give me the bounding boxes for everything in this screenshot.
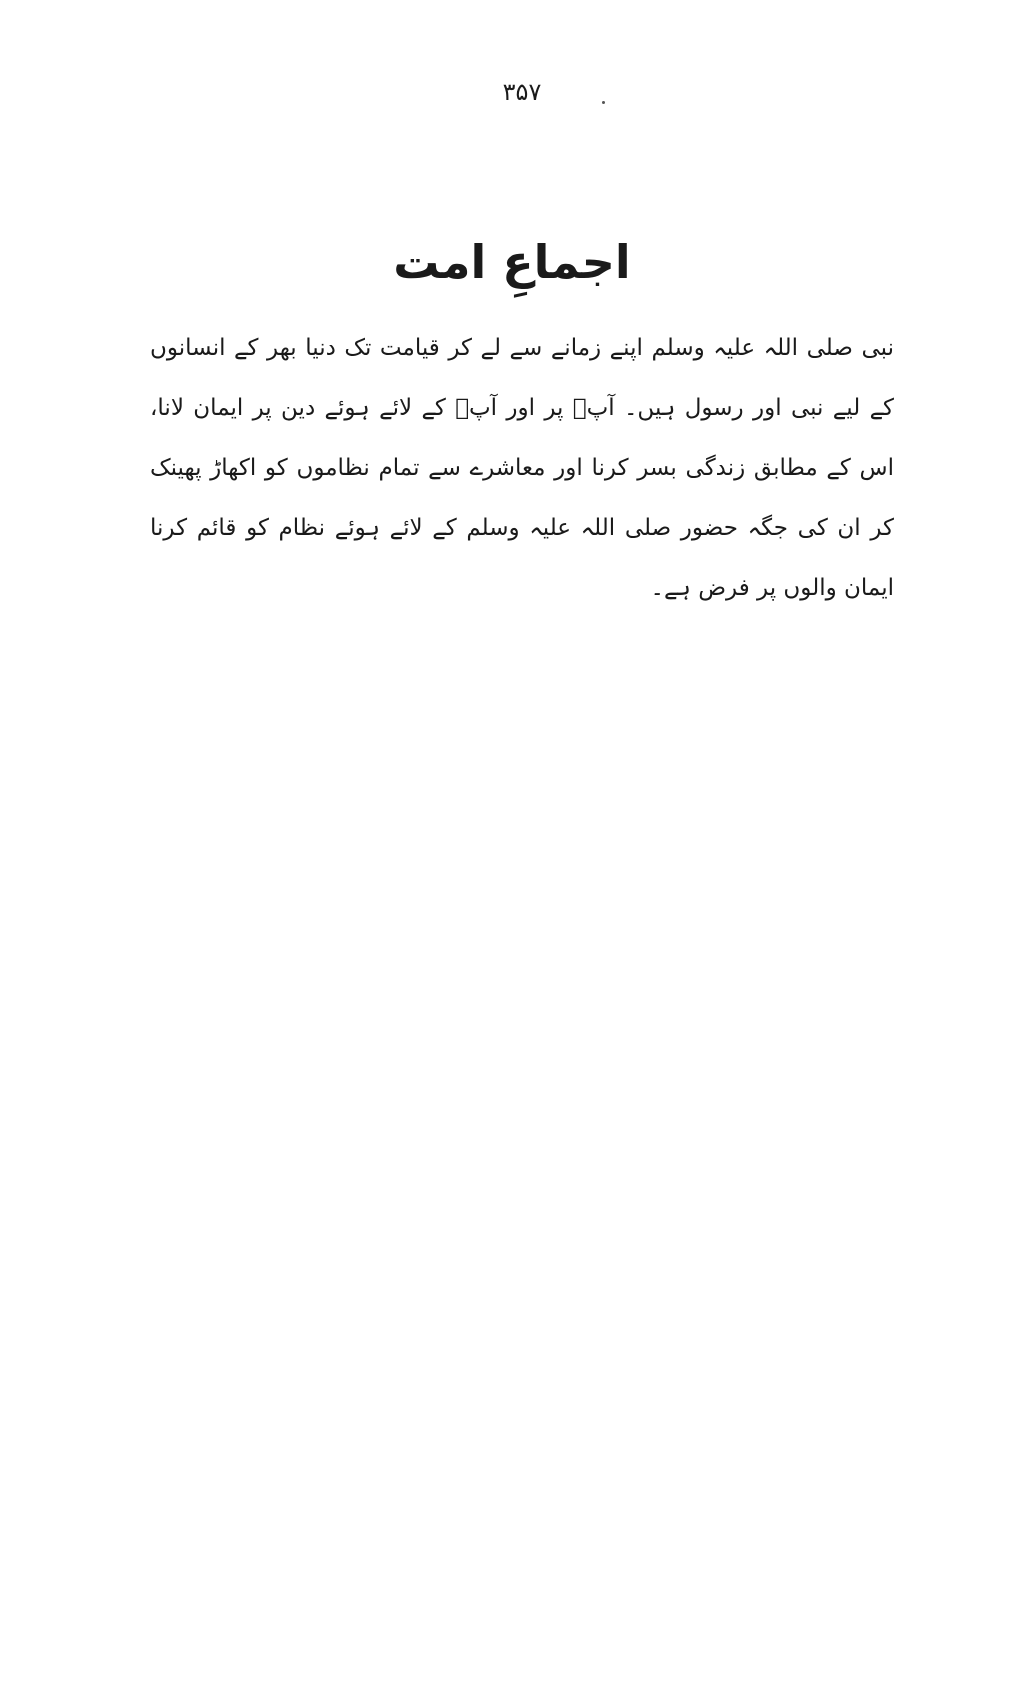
chapter-title: اجماعِ امت xyxy=(393,235,631,289)
paper-speck xyxy=(602,101,605,104)
intro-paragraph: نبی صلی اللہ علیہ وسلم اپنے زمانے سے لے کر قیامت تک دنیا بھر کے انسانوں کے لیے نبی اور رسول ہیں۔ آپؐ پر اور آپؐ کے لائے ہوئے دین پر ایمان لانا، اس کے مطابق زندگی بسر کرنا اور معاشرے سے تمام نظاموں کو اکھاڑ پھینک کر ان کی جگہ حضور صلی اللہ علیہ وسلم کے لائے ہوئے نظام کو قائم کرنا ایمان والوں پر فرض ہے۔ xyxy=(150,335,894,601)
page-number: ۳۵۷ xyxy=(502,78,542,106)
